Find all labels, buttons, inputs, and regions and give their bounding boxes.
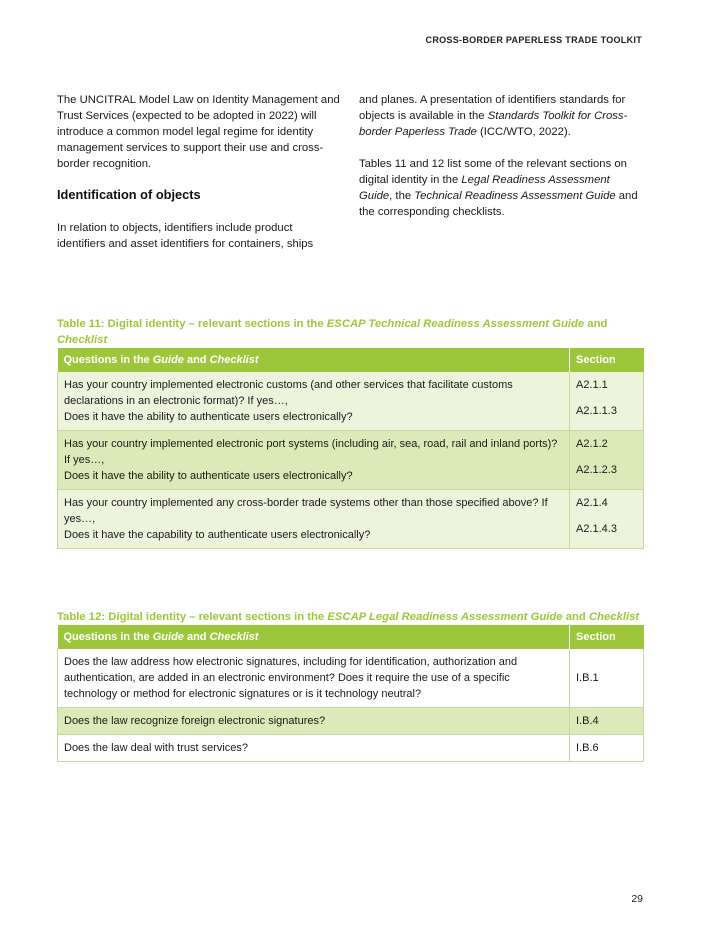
section-cell: I.B.4 <box>570 708 644 735</box>
question-cell: Does the law address how electronic signatures, including for identification, authorization and authentication, are added in an electronic environment? Does it require the use of a specific technology or method for electronic signatures or is it technology neutral? <box>58 649 570 708</box>
text-run: and planes. A presentation of identifiers standards for objects is available in the <box>359 94 626 122</box>
table-11-title <box>57 316 643 348</box>
paragraph-uncitral: The UNCITRAL Model Law on Identity Management and Trust Services (expected to be adopted in 2022) will introduce a common model legal regime for identity management services to support their use and cross-border recognition. <box>57 94 340 170</box>
question-cell: Does the law deal with trust services? <box>58 735 570 762</box>
table-row <box>58 708 644 735</box>
table-row <box>58 431 644 490</box>
title-run: and <box>562 611 589 623</box>
question-cell: Does the law recognize foreign electronic signatures? <box>58 708 570 735</box>
paragraph-identifiers-standards <box>359 92 644 140</box>
title-run: Checklist <box>588 611 640 623</box>
title-run: Table 11: Digital identity – relevant sections in the <box>57 318 327 330</box>
section-cell: A2.1.2 A2.1.2.3 <box>570 431 644 490</box>
title-run: Checklist <box>57 334 108 346</box>
right-column <box>359 92 644 220</box>
text-run: Tables 11 and 12 list some of the relevant sections on digital identity in the <box>359 158 627 186</box>
table-12-title <box>57 609 643 625</box>
text-run: and the corresponding checklists. <box>359 190 638 218</box>
question-cell: Has your country implemented any cross-border trade systems other than those specified above? If yes…, Does it have the capability to authenticate users electronically? <box>58 490 570 549</box>
left-column <box>57 92 342 252</box>
title-run: ESCAP Technical Readiness Assessment Guide <box>326 318 585 330</box>
column-header-questions: Questions in the Guide and Checklist <box>58 625 570 649</box>
table-12 <box>57 625 644 762</box>
title-run: Table 12: Digital identity – relevant sections in the <box>57 611 328 623</box>
table-header-row <box>58 625 644 649</box>
section-cell: A2.1.1 A2.1.1.3 <box>570 372 644 431</box>
table-row <box>58 735 644 762</box>
running-header: CROSS-BORDER PAPERLESS TRADE TOOLKIT <box>425 35 642 45</box>
column-header-section: Section <box>570 625 644 649</box>
section-cell: I.B.6 <box>570 735 644 762</box>
text-run: (ICC/WTO, 2022). <box>476 126 571 138</box>
column-header-questions: Questions in the Guide and Checklist <box>58 348 570 372</box>
question-cell: Has your country implemented electronic port systems (including air, sea, road, rail and inland ports)? If yes…, Does it have the ability to authenticate users electronically? <box>58 431 570 490</box>
table-row <box>58 372 644 431</box>
section-cell: A2.1.4 A2.1.4.3 <box>570 490 644 549</box>
table-12-block <box>57 609 643 762</box>
publication-title: Standards Toolkit for Cross-border Paperless Trade <box>359 110 628 138</box>
column-header-section: Section <box>570 348 644 372</box>
table-11 <box>57 348 644 549</box>
publication-title: Technical Readiness Assessment Guide <box>414 190 616 202</box>
section-heading: Identification of objects <box>57 187 201 202</box>
question-cell: Has your country implemented electronic customs (and other services that facilitate customs declarations in an electronic format)? If yes…, Does it have the ability to authenticate users electronically? <box>58 372 570 431</box>
title-run: ESCAP Legal Readiness Assessment Guide <box>327 611 563 623</box>
section-cell: I.B.1 <box>570 649 644 708</box>
title-run: and <box>584 318 608 330</box>
paragraph-tables-intro <box>359 156 644 220</box>
text-run: , the <box>389 190 415 202</box>
table-11-block <box>57 316 643 549</box>
table-row <box>58 649 644 708</box>
paragraph-objects: In relation to objects, identifiers include product identifiers and asset identifiers for containers, ships <box>57 222 314 250</box>
page-number: 29 <box>631 893 643 905</box>
table-header-row <box>58 348 644 372</box>
table-row <box>58 490 644 549</box>
publication-title: Legal Readiness Assessment Guide <box>359 174 610 202</box>
